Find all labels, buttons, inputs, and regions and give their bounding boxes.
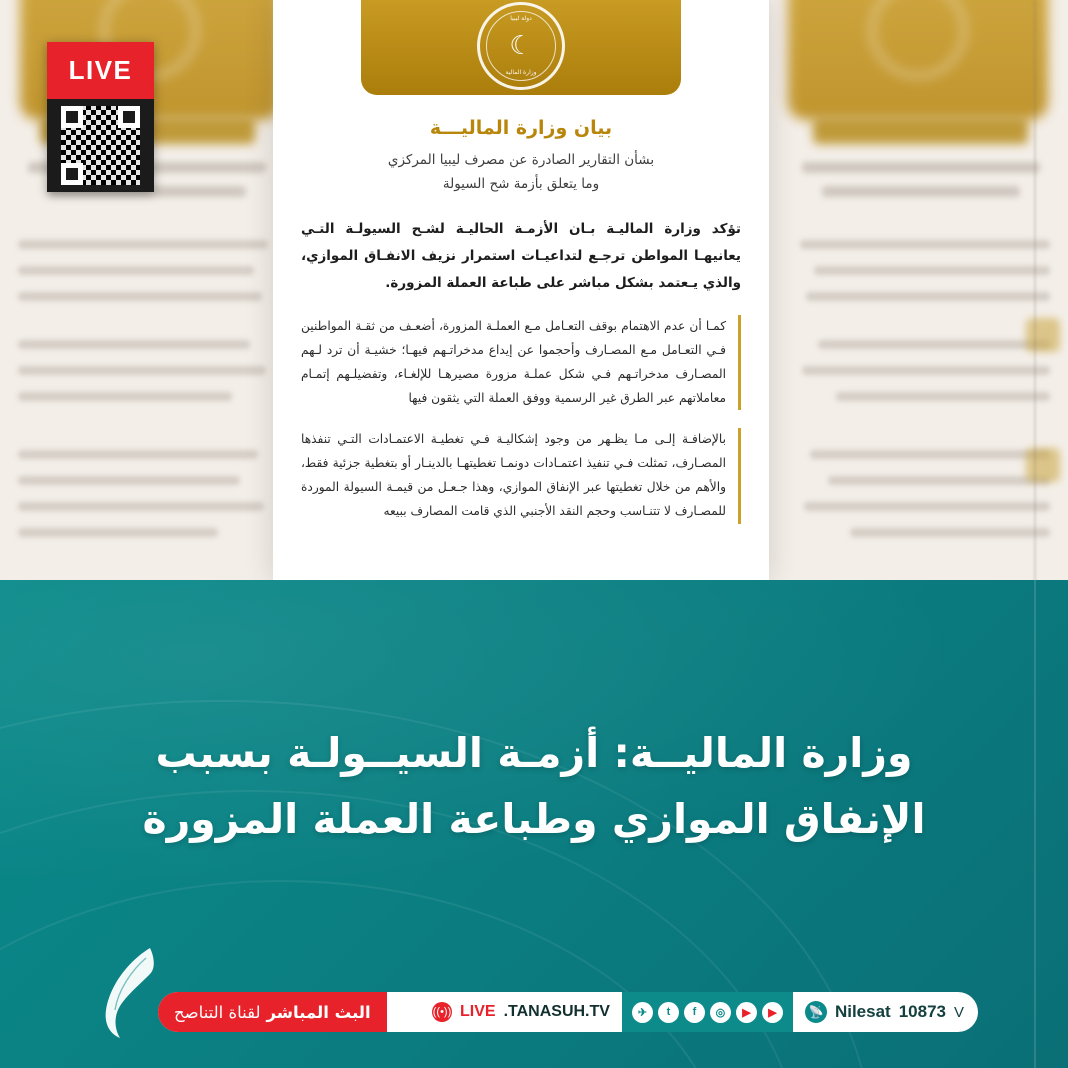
qr-code-icon[interactable]	[61, 106, 140, 185]
background-ghost-line	[836, 392, 1050, 401]
headline-line-1: وزارة الماليــة: أزمـة السيــولـة بسبب	[155, 729, 913, 777]
live-badge	[47, 42, 154, 192]
headline	[60, 720, 1008, 853]
background-ghost-line	[18, 292, 262, 301]
broadcast-ticker-bar	[158, 992, 978, 1032]
seal-emblem	[486, 11, 556, 81]
document-subtitle	[273, 149, 769, 196]
background-ghost-line	[800, 240, 1050, 249]
background-ghost-seal-right	[870, 0, 966, 78]
document-subtitle-line-1: بشأن التقارير الصادرة عن مصرف ليبيا المركزي	[387, 152, 655, 168]
document-title: بيان وزارة الماليـــة	[429, 117, 613, 139]
live-url-prefix: LIVE	[460, 1003, 496, 1020]
youtube-icon[interactable]: ▶	[762, 1002, 783, 1023]
document-paragraph: بالإضافـة إلـى مـا يظـهر من وجود إشكاليـة فـي تغطيـة الاعتمـادات التـي تنفذها المصـارف، تمثلت فـي تنفيذ اعتمـادات دونمـا تغطيتهـا بالدينـار أو بتغطية جزئية فقط، والأهم من خلال تغطيتها عبر الإنفاق الموازي، وهذا جـعـل من قيمـة السيولة الموردة للمصـارف لا تتنـاسب وحجم النقد الأجنبي الذي قامت المصارف ببيعه	[301, 428, 741, 523]
document-bottom-fade	[273, 534, 769, 580]
background-ghost-title-right	[813, 118, 1028, 144]
statement-document	[273, 0, 769, 580]
satellite-name: Nilesat	[834, 1002, 891, 1021]
live-url-domain: .TANASUH.TV	[503, 1003, 610, 1020]
background-ghost-line	[18, 450, 258, 459]
channel-feather-logo	[96, 944, 166, 1040]
background-ghost-line	[18, 266, 254, 275]
arabic-live-rest: لقناة التناصح	[174, 1002, 261, 1022]
background-ghost-badge	[1026, 318, 1060, 352]
background-ghost-line	[18, 340, 250, 349]
social-icon-group	[622, 992, 793, 1032]
document-gold-header	[361, 0, 681, 95]
seal-top-text: دولة ليبيا	[510, 15, 532, 22]
live-label: LIVE	[47, 42, 154, 99]
instagram-icon[interactable]: ◎	[710, 1002, 731, 1023]
background-ghost-line	[804, 502, 1050, 511]
youtube-icon[interactable]: ▶	[736, 1002, 757, 1023]
seal-bottom-text: وزارة المالية	[505, 69, 537, 76]
background-ghost-line	[18, 392, 232, 401]
background-ghost-line	[18, 528, 218, 537]
document-lead-paragraph: تؤكد وزارة الماليـة بـان الأزمـة الحاليـة لشـح السيولـة التـي يعانيهـا المواطن ترجـع لتداعيـات استمرار نزيف الانفـاق الموازي، والذي يـعتمد بشكل مباشر على طباعة العملة المزورة.	[301, 221, 741, 292]
background-ghost-line	[18, 240, 268, 249]
ministry-seal-icon	[477, 2, 565, 90]
background-ghost-line	[850, 528, 1050, 537]
arabic-live-bold: البث المباشر	[266, 1002, 371, 1022]
background-ghost-line	[18, 366, 266, 375]
background-vertical-rule	[1034, 0, 1036, 640]
document-subtitle-line-2: وما يتعلق بأزمة شح السيولة	[442, 175, 600, 192]
twitter-icon[interactable]: t	[658, 1002, 679, 1023]
background-ghost-line	[806, 292, 1050, 301]
background-ghost-line	[810, 450, 1050, 459]
background-ghost-line	[828, 476, 1050, 485]
seal-crescent-icon: ☾	[509, 31, 533, 61]
background-ghost-line	[802, 162, 1040, 173]
facebook-icon[interactable]: f	[684, 1002, 705, 1023]
background-ghost-line	[814, 266, 1050, 275]
telegram-icon[interactable]: ✈	[632, 1002, 653, 1023]
background-ghost-line	[18, 476, 240, 485]
background-ghost-line	[802, 366, 1050, 375]
satellite-frequency: 10873	[898, 1002, 946, 1021]
background-ghost-line	[18, 502, 264, 511]
document-paragraph: كمـا أن عدم الاهتمام بوقف التعـامل مـع العملـة المزورة، أضعـف من ثقـة المواطنين فـي التعـامل مـع المصـارف وأحجموا عن إيداع مدخراتـهم فيهـا؛ خشيـة أن ترد لـهم المصـارف مدخراتـهم فـي شكل عملـة مزورة مصيرهـا للإلغـاء، وتفضيلـهم إتمـام معاملاتهم عبر الطرق غير الرسمية ووفق العملة التي يثقون فيها	[301, 315, 741, 410]
background-ghost-line	[822, 186, 1020, 197]
headline-line-2: الإنفاق الموازي وطباعة العملة المزورة	[142, 795, 926, 844]
satellite-dish-icon: 📡	[805, 1001, 827, 1023]
panel-vertical-rule	[1034, 580, 1036, 1068]
arabic-live-label	[158, 992, 387, 1032]
lower-teal-panel	[0, 580, 1068, 1068]
background-ghost-badge	[1026, 448, 1060, 482]
background-ghost-line	[818, 340, 1050, 349]
broadcast-signal-icon: ((•))	[432, 1002, 452, 1022]
satellite-polarization: V	[953, 1003, 964, 1021]
background-ghost-card-right	[788, 0, 1048, 120]
live-stream-url[interactable]	[420, 992, 622, 1032]
satellite-info	[793, 992, 978, 1032]
